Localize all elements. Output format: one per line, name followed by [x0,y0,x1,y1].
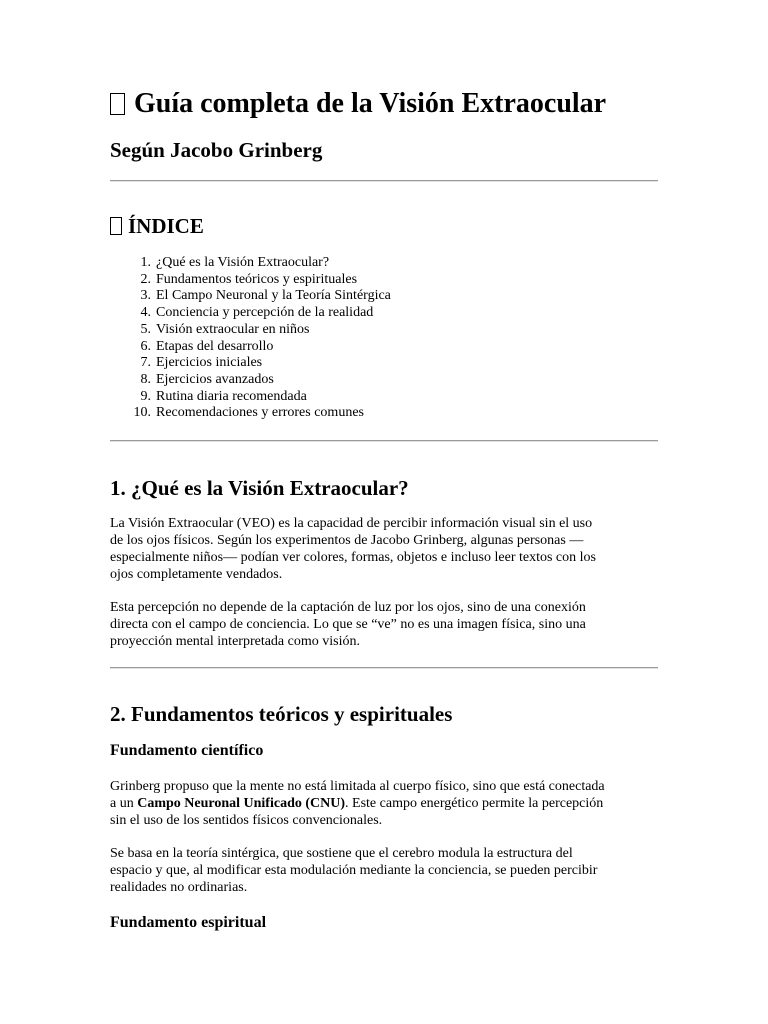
subsection-heading: Fundamento científico [110,742,264,759]
section-1-paragraph: Esta percepción no depende de la captación de luz por los ojos, sino de una conexión directa con el campo de conciencia. Lo que se “ve” no es una imagen física, sino una proyección mental interpretada como visión. [110,600,586,649]
index-item: 3. El Campo Neuronal y la Teoría Sintérgica [140,288,391,304]
divider [110,180,658,182]
index-item: 1. ¿Qué es la Visión Extraocular? [140,255,330,270]
section-2-paragraph: Se basa en la teoría sintérgica, que sostiene que el cerebro modula la estructura del espacio y que, al modificar esta modulación mediante la conciencia, se pueden percibir realidades no ordinarias. [110,846,598,895]
section-2-paragraph: Grinberg propuso que la mente no está limitada al cuerpo físico, sino que está conectada a un Campo Neuronal Unificado (CNU). Este campo energético permite la percepción sin el uso de los sentidos físicos convencionales. [110,779,605,828]
index-item: 2. Fundamentos teóricos y espirituales [140,271,358,287]
divider [110,440,658,442]
index-item: 5. Visión extraocular en niños [140,321,310,337]
emphasis-cnu: Campo Neuronal Unificado (CNU) [137,795,346,811]
page-subtitle: Según Jacobo Grinberg [110,138,323,162]
index-item: 8. Ejercicios avanzados [140,371,274,387]
section-2-heading: 2. Fundamentos teóricos y espirituales [110,702,453,726]
index-list [110,255,391,422]
page-title-text: Guía completa de la Visión Extraocular [134,88,607,119]
divider [110,667,658,669]
index-item: 10. Recomendaciones y errores comunes [133,405,364,421]
page-title [110,84,606,124]
index-heading-text: ÍNDICE [128,214,204,238]
section-1-paragraph: La Visión Extraocular (VEO) es la capacidad de percibir información visual sin el uso de los ojos físicos. Según los experimentos de Jacobo Grinberg, algunas personas — especialmente niños— podían ver colores, formas, objetos e incluso leer textos con los ojos completamente vendados. [110,516,596,582]
subsection-heading: Fundamento espiritual [110,914,267,931]
missing-glyph-icon [110,217,122,235]
index-item: 7. Ejercicios iniciales [140,355,263,371]
index-item: 6. Etapas del desarrollo [140,338,274,354]
index-item: 9. Rutina diaria recomendada [140,388,307,404]
index-item: 4. Conciencia y percepción de la realidad [140,305,374,321]
missing-glyph-icon [110,93,125,115]
section-1-heading: 1. ¿Qué es la Visión Extraocular? [110,476,409,500]
index-heading [110,211,204,241]
